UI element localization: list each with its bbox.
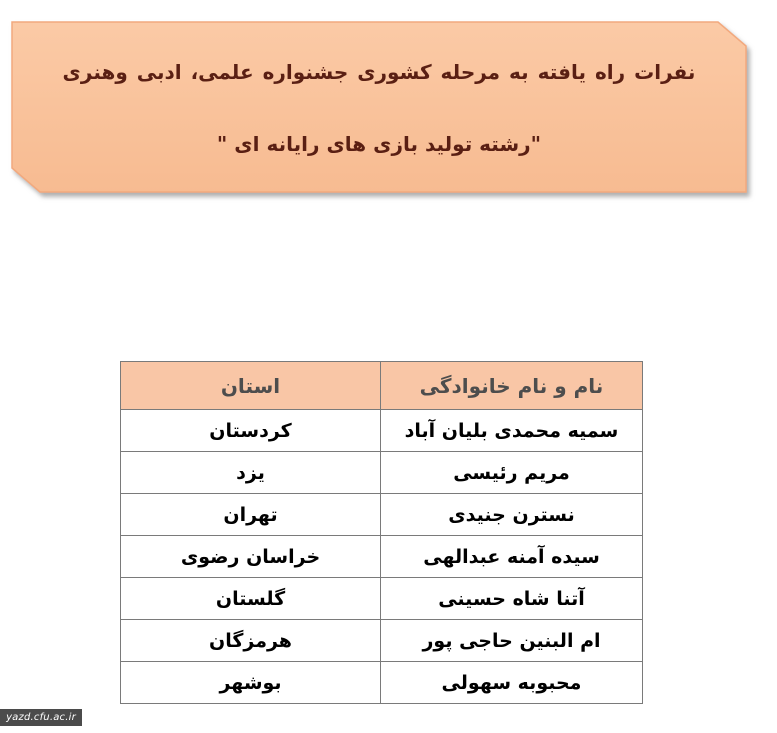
banner-title-line1: نفرات راه یافته به مرحله کشوری جشنواره علمی، ادبی وهنری (62, 60, 696, 84)
title-banner (12, 22, 746, 192)
table-row (121, 662, 643, 704)
cell-name: سمیه محمدی بلیان آباد (381, 410, 643, 452)
banner-text (12, 22, 746, 192)
cell-province: کردستان (121, 410, 381, 452)
cell-province: گلستان (121, 578, 381, 620)
cell-province: هرمزگان (121, 620, 381, 662)
site-watermark: yazd.cfu.ac.ir (0, 709, 82, 726)
table-header-row (121, 362, 643, 410)
cell-province: بوشهر (121, 662, 381, 704)
winners-table (120, 361, 643, 704)
cell-name: نسترن جنیدی (381, 494, 643, 536)
cell-name: آتنا شاه حسینی (381, 578, 643, 620)
table-row (121, 452, 643, 494)
cell-name: ام البنین حاجی پور (381, 620, 643, 662)
table-row (121, 620, 643, 662)
cell-province: یزد (121, 452, 381, 494)
header-province: استان (121, 362, 381, 410)
cell-province: تهران (121, 494, 381, 536)
cell-name: سیده آمنه عبدالهی (381, 536, 643, 578)
banner-title-line2: "رشته تولید بازی های رایانه ای " (216, 132, 542, 156)
table-row (121, 578, 643, 620)
header-name: نام و نام خانوادگی (381, 362, 643, 410)
cell-province: خراسان رضوی (121, 536, 381, 578)
table-row (121, 494, 643, 536)
table-row (121, 410, 643, 452)
table-row (121, 536, 643, 578)
cell-name: محبوبه سهولی (381, 662, 643, 704)
cell-name: مریم رئیسی (381, 452, 643, 494)
